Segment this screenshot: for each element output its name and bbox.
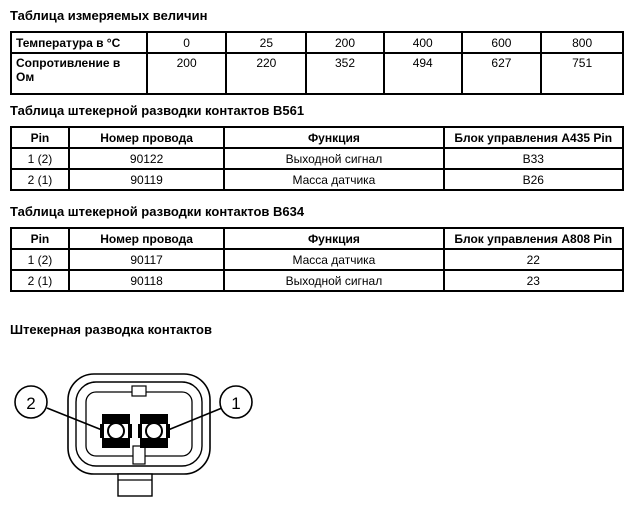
table-cell: 23 bbox=[444, 270, 624, 291]
resistance-row bbox=[11, 53, 623, 94]
column-header: Функция bbox=[224, 228, 443, 249]
temperature-value: 400 bbox=[384, 32, 462, 53]
resistance-value: 494 bbox=[384, 53, 462, 94]
temperature-value: 600 bbox=[462, 32, 542, 53]
temperature-value: 0 bbox=[147, 32, 227, 53]
connector-diagram bbox=[0, 340, 635, 508]
connector-lock-tab bbox=[118, 474, 152, 496]
table-cell: 1 (2) bbox=[11, 249, 69, 270]
pinout-b634-table bbox=[10, 227, 624, 292]
connector-bottom-key bbox=[133, 446, 145, 464]
table-cell: 22 bbox=[444, 249, 624, 270]
resistance-label bbox=[11, 53, 147, 94]
measure-table-heading: Таблица измеряемых величин bbox=[10, 8, 208, 23]
column-header: Pin bbox=[11, 127, 69, 148]
table-cell: 2 (1) bbox=[11, 270, 69, 291]
pinout-b634-heading: Таблица штекерной разводки контактов B634 bbox=[10, 204, 305, 219]
column-header: Номер провода bbox=[69, 228, 224, 249]
temperature-row bbox=[11, 32, 623, 53]
resistance-value: 627 bbox=[462, 53, 542, 94]
table-header-row bbox=[11, 127, 623, 148]
column-header: Блок управления A435 Pin bbox=[444, 127, 624, 148]
temperature-value: 25 bbox=[226, 32, 306, 53]
table-cell: 1 (2) bbox=[11, 148, 69, 169]
pinout-b561-heading: Таблица штекерной разводки контактов B561 bbox=[10, 103, 305, 118]
table-cell: 90117 bbox=[69, 249, 224, 270]
resistance-value: 352 bbox=[306, 53, 384, 94]
table-cell: Выходной сигнал bbox=[224, 148, 443, 169]
resistance-label-line2: Ом bbox=[16, 70, 35, 84]
temperature-value: 800 bbox=[541, 32, 623, 53]
resistance-value: 200 bbox=[147, 53, 227, 94]
temperature-label: Температура в °C bbox=[11, 32, 147, 53]
column-header: Pin bbox=[11, 228, 69, 249]
table-cell: Масса датчика bbox=[224, 169, 443, 190]
table-header-row bbox=[11, 228, 623, 249]
pinout-b561-table bbox=[10, 126, 624, 191]
resistance-label-line1: Сопротивление в bbox=[16, 56, 121, 70]
temperature-value: 200 bbox=[306, 32, 384, 53]
table-row bbox=[11, 169, 623, 190]
connector-top-latch bbox=[132, 386, 146, 396]
table-cell: 2 (1) bbox=[11, 169, 69, 190]
table-cell: B33 bbox=[444, 148, 624, 169]
resistance-value: 751 bbox=[541, 53, 623, 94]
table-cell: B26 bbox=[444, 169, 624, 190]
table-cell: 90118 bbox=[69, 270, 224, 291]
table-row bbox=[11, 249, 623, 270]
column-header: Функция bbox=[224, 127, 443, 148]
table-cell: Масса датчика bbox=[224, 249, 443, 270]
table-row bbox=[11, 148, 623, 169]
column-header: Номер провода bbox=[69, 127, 224, 148]
measure-table bbox=[10, 31, 624, 95]
table-cell: Выходной сигнал bbox=[224, 270, 443, 291]
resistance-value: 220 bbox=[226, 53, 306, 94]
column-header: Блок управления A808 Pin bbox=[444, 228, 624, 249]
table-row bbox=[11, 270, 623, 291]
callout-2-label: 2 bbox=[26, 394, 36, 413]
table-cell: 90122 bbox=[69, 148, 224, 169]
callout-1-label: 1 bbox=[231, 394, 241, 413]
connector-heading: Штекерная разводка контактов bbox=[10, 322, 212, 337]
table-cell: 90119 bbox=[69, 169, 224, 190]
